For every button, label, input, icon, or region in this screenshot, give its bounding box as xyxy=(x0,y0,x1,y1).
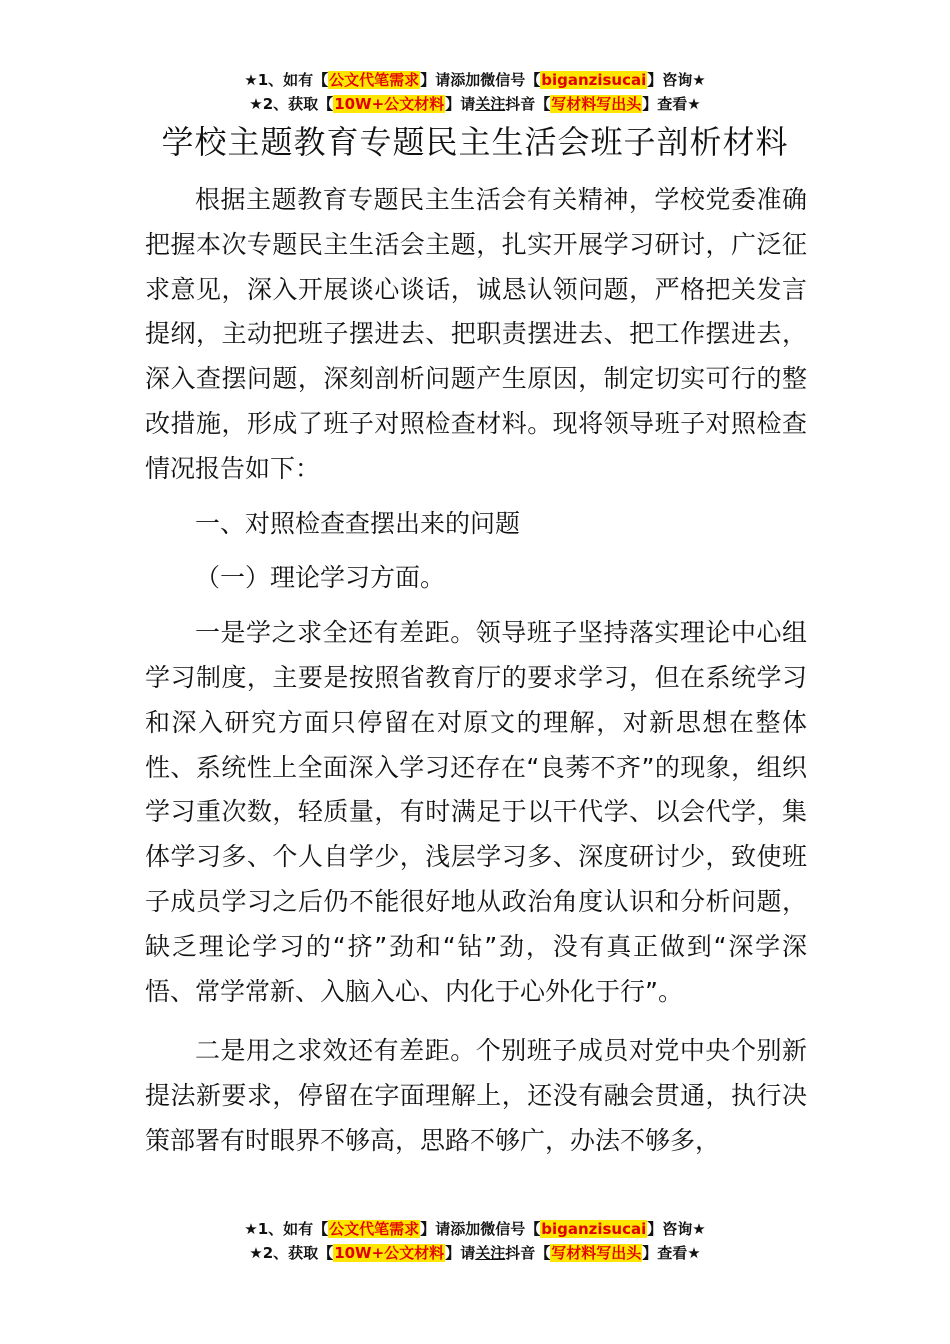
banner-underlined-follow: 关注 xyxy=(475,1244,506,1262)
banner-line-2-middle-b: 抖音【 xyxy=(505,95,551,113)
banner-line-2-middle-b: 抖音【 xyxy=(505,1244,551,1262)
banner-line-2-middle-a: 】请 xyxy=(445,1244,476,1262)
footer-banner xyxy=(0,1217,950,1265)
banner-highlight-service: 公文代笔需求 xyxy=(329,1220,420,1238)
banner-line-2-suffix: 】查看★ xyxy=(642,1244,701,1262)
body-paragraph: 二是用之求效还有差距。个别班子成员对党中央个别新提法新要求，停留在字面理解上，还没有融会贯通，执行决策部署有时眼界不够高，思路不够广，办法不够多， xyxy=(145,1036,807,1155)
banner-line-2-middle-a: 】请 xyxy=(445,95,476,113)
banner-line-1 xyxy=(0,68,950,92)
header-banner xyxy=(0,68,950,116)
document-body xyxy=(145,178,807,1164)
banner-line-1-prefix: ★1、如有【 xyxy=(244,71,329,89)
banner-line-1-suffix: 】咨询★ xyxy=(647,71,706,89)
subsection-heading: （一）理论学习方面。 xyxy=(195,563,446,593)
intro-paragraph: 根据主题教育专题民主生活会有关精神，学校党委准确把握本次专题民主生活会主题，扎实开展学习研讨，广泛征求意见，深入开展谈心谈话，诚恳认领问题，严格把关发言提纲，主动把班子摆进去、把职责摆进去、把工作摆进去，深入查摆问题，深刻剖析问题产生原因，制定切实可行的整改措施，形成了班子对照检查材料。现将领导班子对照检查情况报告如下： xyxy=(145,185,807,483)
banner-highlight-account: 写材料写出头 xyxy=(551,1244,642,1262)
banner-underlined-follow: 关注 xyxy=(475,95,506,113)
banner-line-1 xyxy=(0,1217,950,1241)
banner-line-2-suffix: 】查看★ xyxy=(642,95,701,113)
body-paragraph: 一是学之求全还有差距。领导班子坚持落实理论中心组学习制度，主要是按照省教育厅的要求学习，但在系统学习和深入研究方面只停留在对原文的理解，对新思想在整体性、系统性上全面深入学习还存在“良莠不齐”的现象，组织学习重次数，轻质量，有时满足于以干代学、以会代学，集体学习多、个人自学少，浅层学习多、深度研讨少，致使班子成员学习之后仍不能很好地从政治角度认识和分析问题，缺乏理论学习的“挤”劲和“钻”劲，没有真正做到“深学深悟、常学常新、入脑入心、内化于心外化于行”。 xyxy=(145,618,807,1006)
banner-line-2-prefix: ★2、获取【 xyxy=(249,95,334,113)
banner-line-2 xyxy=(0,92,950,116)
document-title: 学校主题教育专题民主生活会班子剖析材料 xyxy=(161,123,789,161)
banner-highlight-materials: 10W+公文材料 xyxy=(334,1244,445,1262)
banner-highlight-wechat-id: biganzisucai xyxy=(541,1220,647,1238)
banner-line-1-middle: 】请添加微信号【 xyxy=(420,71,541,89)
section-heading: 一、对照检查查摆出来的问题 xyxy=(195,508,521,538)
banner-line-1-middle: 】请添加微信号【 xyxy=(420,1220,541,1238)
banner-highlight-wechat-id: biganzisucai xyxy=(541,71,647,89)
banner-line-2 xyxy=(0,1241,950,1265)
banner-highlight-materials: 10W+公文材料 xyxy=(334,95,445,113)
banner-line-1-suffix: 】咨询★ xyxy=(647,1220,706,1238)
banner-line-2-prefix: ★2、获取【 xyxy=(249,1244,334,1262)
banner-line-1-prefix: ★1、如有【 xyxy=(244,1220,329,1238)
banner-highlight-service: 公文代笔需求 xyxy=(329,71,420,89)
banner-highlight-account: 写材料写出头 xyxy=(551,95,642,113)
